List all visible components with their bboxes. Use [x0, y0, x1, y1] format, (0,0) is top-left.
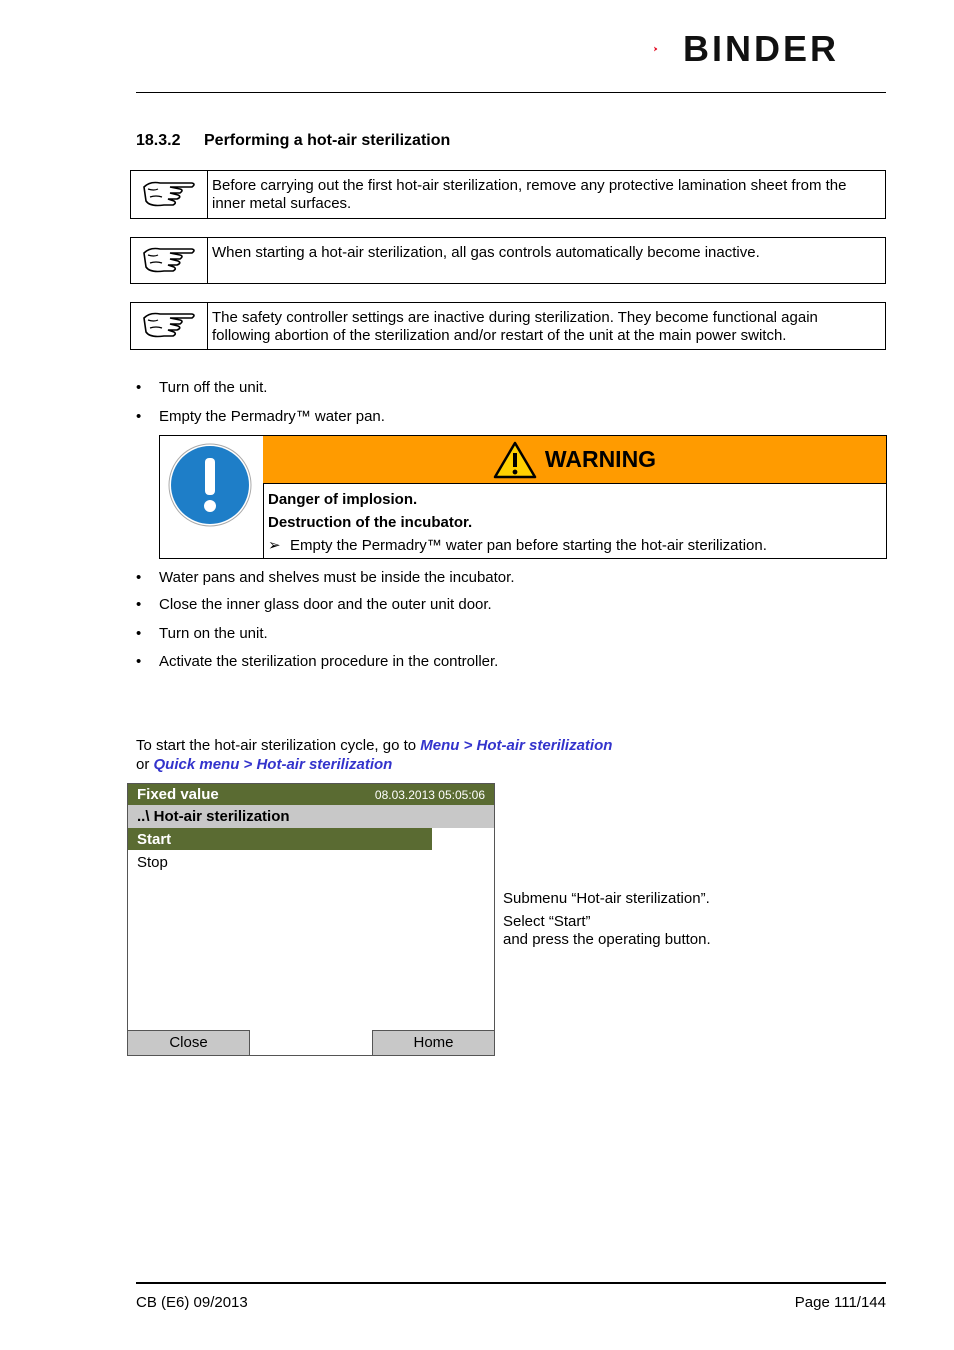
screen-datetime: 08.03.2013 05:05:06 [374, 788, 485, 802]
warning-icon-cell [160, 436, 264, 558]
pointing-hand-icon [140, 241, 198, 281]
document-id: CB (E6) 09/2013 [136, 1294, 248, 1311]
warning-action: ➢ Empty the Permadry™ water pan before starting the hot-air sterilization. [268, 534, 767, 557]
pointing-hand-icon [140, 306, 198, 346]
home-button[interactable]: Home [372, 1030, 494, 1055]
description-line: and press the operating button. [503, 931, 711, 948]
note-icon-cell [131, 171, 208, 218]
screen-title-bar [128, 784, 494, 805]
section-heading [136, 131, 450, 151]
section-title: Performing a hot-air sterilization [204, 132, 451, 149]
list-item: • Empty the Permadry™ water pan. [136, 408, 385, 425]
list-item: • Activate the sterilization procedure in the controller. [136, 653, 499, 670]
menu-path-instructions: To start the hot-air sterilization cycle, go to Menu > Hot-air sterilization or Quick menu > Hot-air sterilization [136, 737, 613, 773]
note-box [130, 302, 886, 350]
warning-box [159, 435, 887, 559]
page-number: Page 111/144 [794, 1294, 886, 1311]
warning-body [268, 488, 767, 557]
screen-breadcrumb: ..\ Hot-air sterilization [128, 805, 494, 828]
warning-header [263, 436, 886, 484]
list-item: • Close the inner glass door and the outer unit door. [136, 596, 492, 613]
note-icon-cell [131, 303, 208, 349]
note-box [130, 170, 886, 219]
pointing-hand-icon [140, 175, 198, 215]
footer-rule [136, 1282, 886, 1284]
menu-item-stop[interactable]: Stop [137, 854, 168, 871]
warning-hazard: Danger of implosion. [268, 491, 418, 508]
note-text: When starting a hot-air sterilization, all gas controls automatically become inactive. [212, 244, 760, 261]
screen-description [503, 890, 711, 949]
controller-screen [127, 783, 495, 1056]
list-item: • Turn on the unit. [136, 625, 268, 642]
list-item: • Water pans and shelves must be inside the incubator. [136, 569, 515, 586]
note-text: The safety controller settings are inactive during sterilization. They become functional again following abortion of the sterilization and/or restart of the unit at the main power switch. [212, 309, 818, 344]
bullet-icon: • [136, 596, 142, 613]
menu-path-link[interactable]: Menu > Hot-air sterilization [420, 737, 613, 754]
note-box [130, 237, 886, 284]
arrow-marker-icon: ➢ [268, 537, 281, 554]
warning-triangle-icon [493, 441, 537, 479]
bullet-icon: • [136, 379, 142, 396]
menu-item-start[interactable]: Start [128, 828, 432, 850]
bullet-icon: • [136, 653, 142, 670]
screen-mode-title: Fixed value [137, 786, 219, 803]
warning-consequence: Destruction of the incubator. [268, 514, 473, 531]
warning-heading: WARNING [544, 446, 657, 472]
close-button[interactable]: Close [128, 1030, 250, 1055]
section-number: 18.3.2 [136, 132, 181, 149]
bullet-icon: • [136, 569, 142, 586]
mandatory-action-icon [167, 442, 253, 528]
description-line: Select “Start” [503, 913, 591, 930]
note-icon-cell [131, 238, 208, 283]
quick-menu-path-link[interactable]: Quick menu > Hot-air sterilization [153, 756, 393, 773]
binder-logo-mark [654, 30, 684, 68]
header-rule [136, 92, 886, 93]
list-item: • Turn off the unit. [136, 379, 268, 396]
bullet-icon: • [136, 408, 142, 425]
note-text: Before carrying out the first hot-air sterilization, remove any protective lamination sheet from the inner metal surfaces. [212, 177, 847, 212]
brand-logo: BINDER [683, 28, 840, 69]
bullet-icon: • [136, 625, 142, 642]
description-line: Submenu “Hot-air sterilization”. [503, 890, 710, 907]
